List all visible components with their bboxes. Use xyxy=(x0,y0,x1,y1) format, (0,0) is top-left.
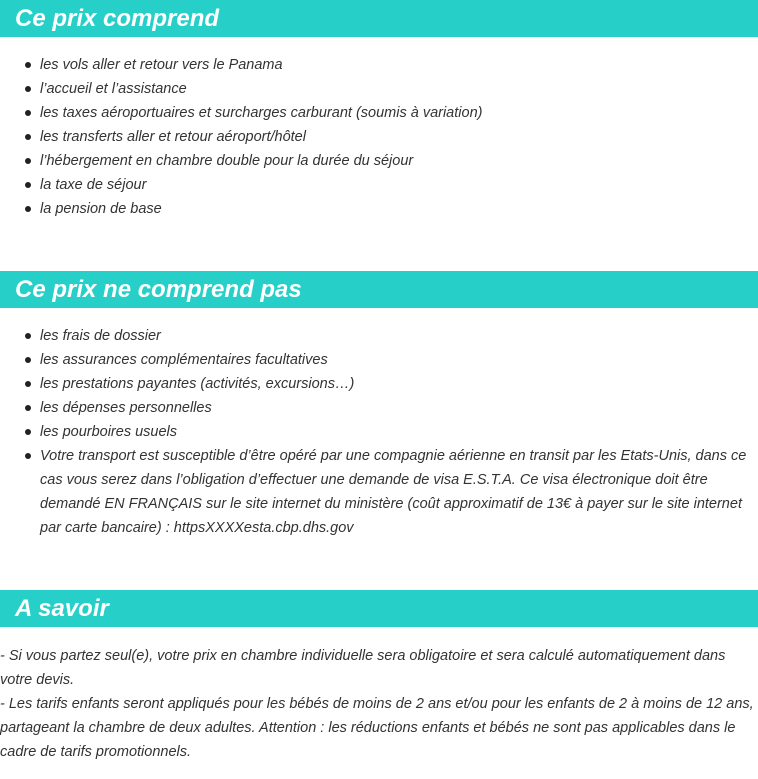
list-item: la taxe de séjour xyxy=(0,173,758,197)
section-header-not-included: Ce prix ne comprend pas xyxy=(0,271,758,308)
list-item: les vols aller et retour vers le Panama xyxy=(0,53,758,77)
list-item: les prestations payantes (activités, excursions…) xyxy=(0,372,758,396)
good-to-know-text xyxy=(0,644,756,764)
list-item: les frais de dossier xyxy=(0,324,758,348)
list-item: Votre transport est susceptible d’être opéré par une compagnie aérienne en transit par les Etats-Unis, dans ce cas vous serez dans l’obligation d’effectuer une demande de visa E.S.T.A. Ce visa électronique doit être demandé EN FRANÇAIS sur le site internet du ministère (coût approximatif de 13€ à payer sur le site internet par carte bancaire) : httpsXXXXesta.cbp.dhs.gov xyxy=(0,444,758,540)
list-item: l’accueil et l’assistance xyxy=(0,77,758,101)
not-included-list xyxy=(0,324,758,540)
list-item: l’hébergement en chambre double pour la durée du séjour xyxy=(0,149,758,173)
list-item: les taxes aéroportuaires et surcharges carburant (soumis à variation) xyxy=(0,101,758,125)
section-header-good-to-know: A savoir xyxy=(0,590,758,627)
info-paragraph: - Les tarifs enfants seront appliqués pour les bébés de moins de 2 ans et/ou pour les enfants de 2 à moins de 12 ans, partageant la chambre de deux adultes. Attention : les réductions enfants et bébés ne sont pas applicables dans le cadre de tarifs promotionnels. xyxy=(0,696,754,760)
included-list xyxy=(0,53,758,221)
info-paragraph: - Si vous partez seul(e), votre prix en chambre individuelle sera obligatoire et sera calculé automatiquement dans votre devis. xyxy=(0,648,726,688)
list-item: la pension de base xyxy=(0,197,758,221)
list-item: les assurances complémentaires facultatives xyxy=(0,348,758,372)
list-item: les transferts aller et retour aéroport/hôtel xyxy=(0,125,758,149)
list-item: les dépenses personnelles xyxy=(0,396,758,420)
list-item: les pourboires usuels xyxy=(0,420,758,444)
section-header-included: Ce prix comprend xyxy=(0,0,758,37)
